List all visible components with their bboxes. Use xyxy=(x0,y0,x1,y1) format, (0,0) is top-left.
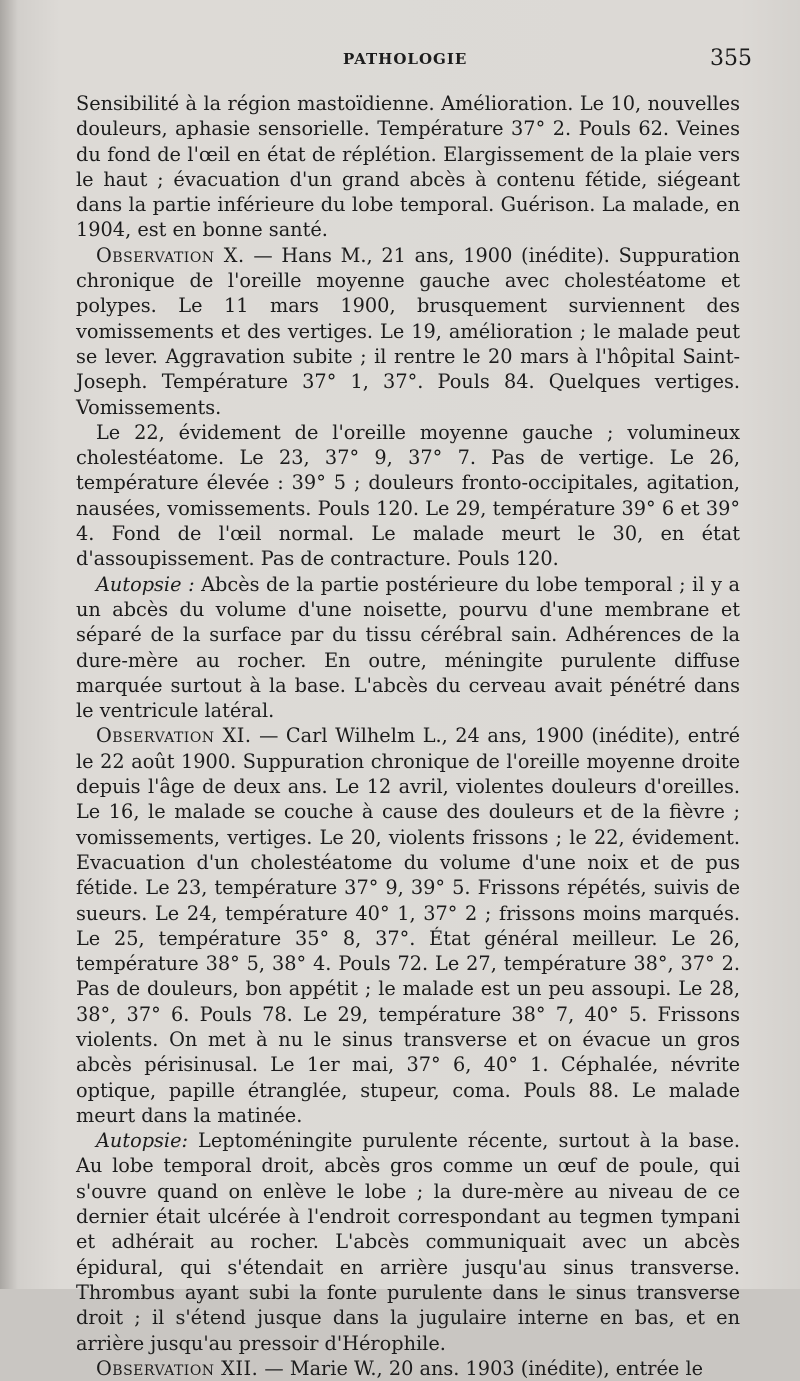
autopsy-heading: Autopsie : xyxy=(96,572,195,596)
paragraph-text: Leptoméningite purulente récente, surtout à la base. Au lobe temporal droit, abcès gros comme un œuf de poule, qui s'ouvre quand on enlève le lobe ; la dure-mère au niveau de ce dernier était ulcérée à l'endroit correspondant au tegmen tympani et adhérait au rocher. L'abcès communiquait avec un abcès épidural, qui s'étendait en arrière jusqu'au sinus transverse. Thrombus ayant subi la fonte purulente dans le sinus transverse droit ; il s'étend jusque dans la jugulaire interne en bas, et en arrière jusqu'au pressoir d'Hérophile. xyxy=(76,1129,740,1355)
paragraph-text: — Hans M., 21 ans, 1900 (inédite). Suppuration chronique de l'oreille moyenne gauche avec cholestéatome et polypes. Le 11 mars 1900, brusquement surviennent des vomissements et des vertiges. Le 19, amélioration ; le malade peut se lever. Aggravation subite ; il rentre le 20 mars à l'hôpital Saint-Joseph. Température 37° 1, 37°. Pouls 84. Quelques vertiges. Vomissements. xyxy=(76,243,740,419)
running-header xyxy=(0,44,800,74)
paragraph-autopsy xyxy=(76,1128,740,1356)
observation-heading: Observation X. xyxy=(96,243,245,267)
page-number: 355 xyxy=(710,46,752,71)
observation-heading: Observation XI. xyxy=(96,724,252,748)
paragraph-text: Abcès de la partie postérieure du lobe temporal ; il y a un abcès du volume d'une noisette, pourvu d'une membrane et séparé de la surface par du tissu cérébral sain. Adhérences de la dure-mère au rocher. En outre, méningite purulente diffuse marquée surtout à la base. L'abcès du cerveau avait pénétré dans le ventricule latéral. xyxy=(76,572,741,723)
paragraph-text: — Carl Wilhelm L., 24 ans, 1900 (inédite), entré le 22 août 1900. Suppuration chronique de l'oreille moyenne droite depuis l'âge de deux ans. Le 12 avril, violentes douleurs d'oreilles. Le 16, le malade se couche à cause des douleurs et de la fièvre ; vomissements, vertiges. Le 20, violents frissons ; le 22, évidement. Evacuation d'un cholestéatome du volume d'une noix et de pus fétide. Le 23, température 37° 9, 39° 5. Frissons répétés, suivis de sueurs. Le 24, température 40° 1, 37° 2 ; frissons moins marqués. Le 25, température 35° 8, 37°. État général meilleur. Le 26, température 38° 5, 38° 4. Pouls 72. Le 27, température 38°, 37° 2. Pas de douleurs, bon appétit ; le malade est un peu assoupi. Le 28, 38°, 37° 6. Pouls 78. Le 29, température 38° 7, 40° 5. Frissons violents. On met à nu le sinus transverse et on évacue un gros abcès périsinusal. Le 1er mai, 37° 6, 40° 1. Céphalée, névrite optique, papille étranglée, stupeur, coma. Pouls 88. Le malade meurt dans la matinée. xyxy=(76,724,740,1127)
paragraph-text: Le 22, évidement de l'oreille moyenne gauche ; volumineux cholestéatome. Le 23, 37° 9, 37° 7. Pas de vertige. Le 26, température élevée : 39° 5 ; douleurs fronto-occipitales, agitation, nausées, vomissements. Pouls 120. Le 29, température 39° 6 et 39° 4. Fond de l'œil normal. Le malade meurt le 30, en état d'assoupissement. Pas de contracture. Pouls 120. xyxy=(76,420,740,571)
paragraph-observation-xi xyxy=(76,723,740,1128)
body-text xyxy=(76,91,740,1381)
paragraph-clinical-course xyxy=(76,420,740,572)
paragraph-text: — Marie W., 20 ans. 1903 (inédite), entrée le xyxy=(258,1356,704,1380)
autopsy-heading: Autopsie: xyxy=(96,1129,189,1153)
paragraph-autopsy xyxy=(76,572,740,724)
paragraph-text: Sensibilité à la région mastoïdienne. Amélioration. Le 10, nouvelles douleurs, aphasie sensorielle. Température 37° 2. Pouls 62. Veines du fond de l'œil en état de réplétion. Elargissement de la plaie vers le haut ; évacuation d'un grand abcès à contenu fétide, siégeant dans la partie inférieure du lobe temporal. Guérison. La malade, en 1904, est en bonne santé. xyxy=(76,92,740,242)
running-title: PATHOLOGIE xyxy=(343,50,468,68)
paragraph-continuation xyxy=(76,91,740,243)
observation-heading: Observation XII. xyxy=(96,1356,259,1380)
paragraph-observation-xii xyxy=(76,1356,740,1381)
paragraph-observation-x xyxy=(76,243,740,420)
